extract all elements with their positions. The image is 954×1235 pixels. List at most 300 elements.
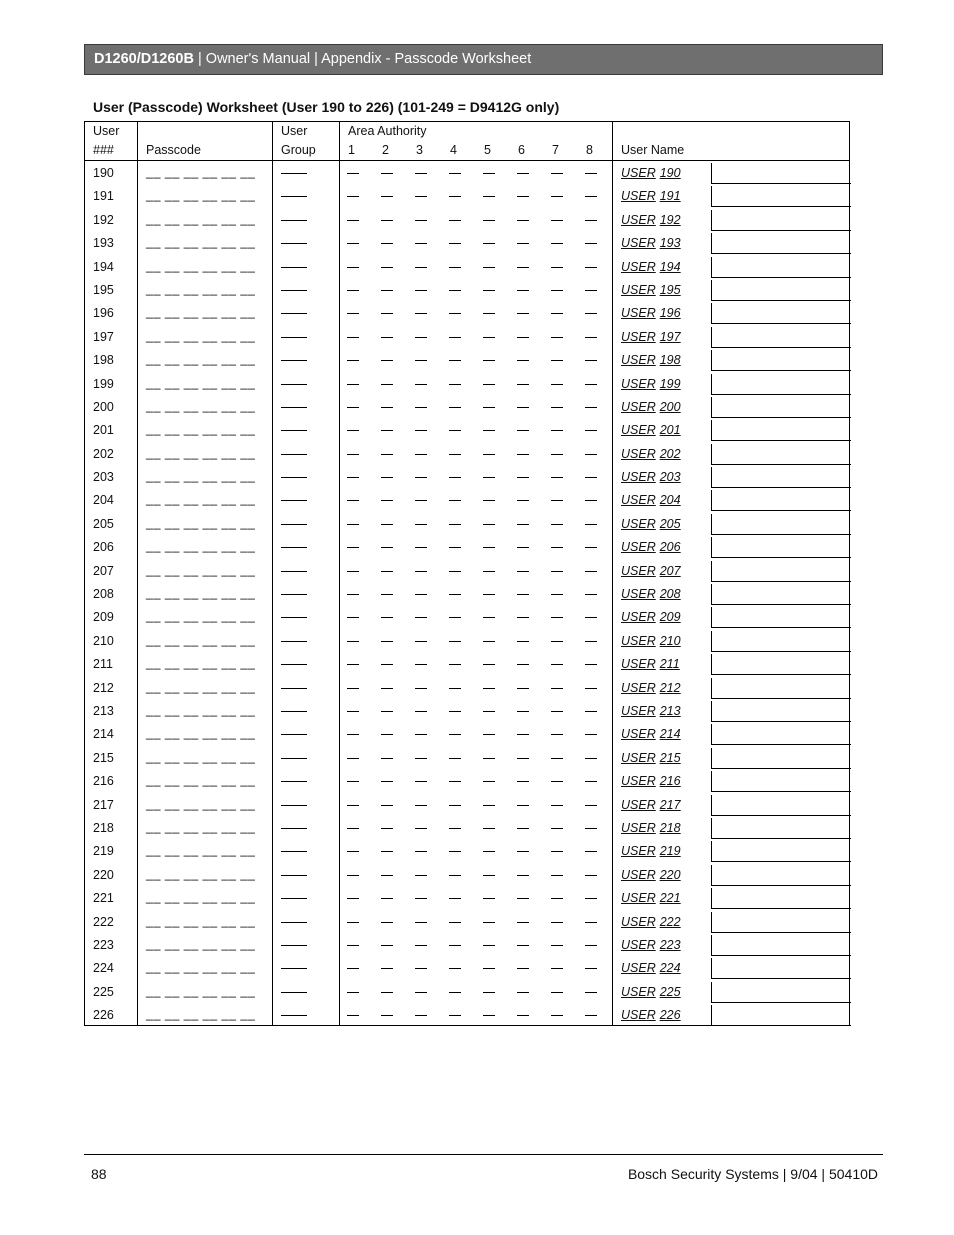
area-authority-blank-7[interactable] bbox=[551, 664, 563, 665]
area-authority-blank-7[interactable] bbox=[551, 290, 563, 291]
user-group-blank[interactable] bbox=[281, 267, 307, 268]
area-authority-blank-4[interactable] bbox=[449, 828, 461, 829]
passcode-blank[interactable]: __ __ __ __ __ __ bbox=[146, 819, 256, 834]
area-authority-blank-8[interactable] bbox=[585, 594, 597, 595]
area-authority-blank-3[interactable] bbox=[415, 688, 427, 689]
area-authority-blank-8[interactable] bbox=[585, 945, 597, 946]
user-name-field[interactable] bbox=[711, 912, 851, 933]
user-name-field[interactable] bbox=[711, 607, 851, 628]
area-authority-blank-8[interactable] bbox=[585, 477, 597, 478]
area-authority-blank-6[interactable] bbox=[517, 641, 529, 642]
area-authority-blank-5[interactable] bbox=[483, 828, 495, 829]
area-authority-blank-2[interactable] bbox=[381, 243, 393, 244]
area-authority-blank-4[interactable] bbox=[449, 313, 461, 314]
area-authority-blank-4[interactable] bbox=[449, 477, 461, 478]
area-authority-blank-2[interactable] bbox=[381, 477, 393, 478]
area-authority-blank-2[interactable] bbox=[381, 454, 393, 455]
user-group-blank[interactable] bbox=[281, 454, 307, 455]
area-authority-blank-8[interactable] bbox=[585, 851, 597, 852]
area-authority-blank-6[interactable] bbox=[517, 360, 529, 361]
area-authority-blank-2[interactable] bbox=[381, 875, 393, 876]
user-name-field[interactable] bbox=[711, 1005, 851, 1026]
area-authority-blank-4[interactable] bbox=[449, 594, 461, 595]
area-authority-blank-6[interactable] bbox=[517, 922, 529, 923]
area-authority-blank-6[interactable] bbox=[517, 992, 529, 993]
user-group-blank[interactable] bbox=[281, 430, 307, 431]
area-authority-blank-1[interactable] bbox=[347, 337, 359, 338]
user-group-blank[interactable] bbox=[281, 805, 307, 806]
passcode-blank[interactable]: __ __ __ __ __ __ bbox=[146, 656, 256, 671]
user-name-field[interactable] bbox=[711, 327, 851, 348]
area-authority-blank-7[interactable] bbox=[551, 617, 563, 618]
passcode-blank[interactable]: __ __ __ __ __ __ bbox=[146, 422, 256, 437]
user-name-field[interactable] bbox=[711, 701, 851, 722]
area-authority-blank-2[interactable] bbox=[381, 1015, 393, 1016]
area-authority-blank-5[interactable] bbox=[483, 851, 495, 852]
area-authority-blank-6[interactable] bbox=[517, 267, 529, 268]
area-authority-blank-7[interactable] bbox=[551, 196, 563, 197]
area-authority-blank-1[interactable] bbox=[347, 360, 359, 361]
area-authority-blank-7[interactable] bbox=[551, 500, 563, 501]
user-group-blank[interactable] bbox=[281, 407, 307, 408]
area-authority-blank-4[interactable] bbox=[449, 407, 461, 408]
user-group-blank[interactable] bbox=[281, 524, 307, 525]
area-authority-blank-2[interactable] bbox=[381, 337, 393, 338]
area-authority-blank-8[interactable] bbox=[585, 734, 597, 735]
area-authority-blank-3[interactable] bbox=[415, 781, 427, 782]
area-authority-blank-5[interactable] bbox=[483, 758, 495, 759]
area-authority-blank-5[interactable] bbox=[483, 290, 495, 291]
area-authority-blank-3[interactable] bbox=[415, 617, 427, 618]
user-group-blank[interactable] bbox=[281, 664, 307, 665]
user-group-blank[interactable] bbox=[281, 828, 307, 829]
area-authority-blank-6[interactable] bbox=[517, 243, 529, 244]
area-authority-blank-4[interactable] bbox=[449, 1015, 461, 1016]
area-authority-blank-6[interactable] bbox=[517, 337, 529, 338]
area-authority-blank-5[interactable] bbox=[483, 875, 495, 876]
area-authority-blank-7[interactable] bbox=[551, 547, 563, 548]
area-authority-blank-5[interactable] bbox=[483, 711, 495, 712]
area-authority-blank-2[interactable] bbox=[381, 781, 393, 782]
area-authority-blank-5[interactable] bbox=[483, 594, 495, 595]
area-authority-blank-1[interactable] bbox=[347, 1015, 359, 1016]
area-authority-blank-1[interactable] bbox=[347, 664, 359, 665]
area-authority-blank-6[interactable] bbox=[517, 664, 529, 665]
area-authority-blank-1[interactable] bbox=[347, 290, 359, 291]
area-authority-blank-2[interactable] bbox=[381, 805, 393, 806]
user-group-blank[interactable] bbox=[281, 922, 307, 923]
area-authority-blank-8[interactable] bbox=[585, 758, 597, 759]
user-group-blank[interactable] bbox=[281, 500, 307, 501]
area-authority-blank-4[interactable] bbox=[449, 734, 461, 735]
user-name-field[interactable] bbox=[711, 654, 851, 675]
area-authority-blank-1[interactable] bbox=[347, 430, 359, 431]
area-authority-blank-8[interactable] bbox=[585, 547, 597, 548]
area-authority-blank-6[interactable] bbox=[517, 290, 529, 291]
user-name-field[interactable] bbox=[711, 818, 851, 839]
passcode-blank[interactable]: __ __ __ __ __ __ bbox=[146, 352, 256, 367]
area-authority-blank-2[interactable] bbox=[381, 267, 393, 268]
area-authority-blank-4[interactable] bbox=[449, 454, 461, 455]
area-authority-blank-1[interactable] bbox=[347, 454, 359, 455]
user-group-blank[interactable] bbox=[281, 220, 307, 221]
passcode-blank[interactable]: __ __ __ __ __ __ bbox=[146, 469, 256, 484]
user-group-blank[interactable] bbox=[281, 243, 307, 244]
area-authority-blank-5[interactable] bbox=[483, 243, 495, 244]
area-authority-blank-5[interactable] bbox=[483, 313, 495, 314]
area-authority-blank-6[interactable] bbox=[517, 945, 529, 946]
area-authority-blank-5[interactable] bbox=[483, 360, 495, 361]
user-group-blank[interactable] bbox=[281, 290, 307, 291]
passcode-blank[interactable]: __ __ __ __ __ __ bbox=[146, 796, 256, 811]
area-authority-blank-4[interactable] bbox=[449, 688, 461, 689]
area-authority-blank-2[interactable] bbox=[381, 407, 393, 408]
area-authority-blank-7[interactable] bbox=[551, 360, 563, 361]
area-authority-blank-3[interactable] bbox=[415, 360, 427, 361]
area-authority-blank-4[interactable] bbox=[449, 664, 461, 665]
user-name-field[interactable] bbox=[711, 444, 851, 465]
user-group-blank[interactable] bbox=[281, 1015, 307, 1016]
area-authority-blank-3[interactable] bbox=[415, 500, 427, 501]
area-authority-blank-3[interactable] bbox=[415, 407, 427, 408]
area-authority-blank-8[interactable] bbox=[585, 454, 597, 455]
passcode-blank[interactable]: __ __ __ __ __ __ bbox=[146, 843, 256, 858]
area-authority-blank-8[interactable] bbox=[585, 524, 597, 525]
user-name-field[interactable] bbox=[711, 748, 851, 769]
area-authority-blank-8[interactable] bbox=[585, 290, 597, 291]
area-authority-blank-7[interactable] bbox=[551, 243, 563, 244]
area-authority-blank-5[interactable] bbox=[483, 196, 495, 197]
user-name-field[interactable] bbox=[711, 163, 851, 184]
passcode-blank[interactable]: __ __ __ __ __ __ bbox=[146, 211, 256, 226]
area-authority-blank-6[interactable] bbox=[517, 407, 529, 408]
passcode-blank[interactable]: __ __ __ __ __ __ bbox=[146, 562, 256, 577]
user-group-blank[interactable] bbox=[281, 711, 307, 712]
area-authority-blank-7[interactable] bbox=[551, 781, 563, 782]
area-authority-blank-8[interactable] bbox=[585, 968, 597, 969]
area-authority-blank-5[interactable] bbox=[483, 477, 495, 478]
area-authority-blank-6[interactable] bbox=[517, 1015, 529, 1016]
user-name-field[interactable] bbox=[711, 958, 851, 979]
passcode-blank[interactable]: __ __ __ __ __ __ bbox=[146, 866, 256, 881]
area-authority-blank-2[interactable] bbox=[381, 945, 393, 946]
area-authority-blank-8[interactable] bbox=[585, 664, 597, 665]
area-authority-blank-5[interactable] bbox=[483, 407, 495, 408]
area-authority-blank-1[interactable] bbox=[347, 571, 359, 572]
user-name-field[interactable] bbox=[711, 584, 851, 605]
area-authority-blank-2[interactable] bbox=[381, 173, 393, 174]
area-authority-blank-6[interactable] bbox=[517, 617, 529, 618]
user-group-blank[interactable] bbox=[281, 196, 307, 197]
area-authority-blank-6[interactable] bbox=[517, 313, 529, 314]
passcode-blank[interactable]: __ __ __ __ __ __ bbox=[146, 305, 256, 320]
area-authority-blank-1[interactable] bbox=[347, 711, 359, 712]
area-authority-blank-1[interactable] bbox=[347, 875, 359, 876]
user-name-field[interactable] bbox=[711, 350, 851, 371]
area-authority-blank-1[interactable] bbox=[347, 313, 359, 314]
area-authority-blank-3[interactable] bbox=[415, 220, 427, 221]
area-authority-blank-8[interactable] bbox=[585, 828, 597, 829]
area-authority-blank-7[interactable] bbox=[551, 641, 563, 642]
area-authority-blank-7[interactable] bbox=[551, 922, 563, 923]
area-authority-blank-7[interactable] bbox=[551, 828, 563, 829]
passcode-blank[interactable]: __ __ __ __ __ __ bbox=[146, 609, 256, 624]
area-authority-blank-2[interactable] bbox=[381, 384, 393, 385]
area-authority-blank-3[interactable] bbox=[415, 1015, 427, 1016]
area-authority-blank-5[interactable] bbox=[483, 524, 495, 525]
passcode-blank[interactable]: __ __ __ __ __ __ bbox=[146, 328, 256, 343]
area-authority-blank-6[interactable] bbox=[517, 898, 529, 899]
area-authority-blank-8[interactable] bbox=[585, 407, 597, 408]
area-authority-blank-4[interactable] bbox=[449, 922, 461, 923]
passcode-blank[interactable]: __ __ __ __ __ __ bbox=[146, 188, 256, 203]
area-authority-blank-6[interactable] bbox=[517, 477, 529, 478]
user-group-blank[interactable] bbox=[281, 945, 307, 946]
user-group-blank[interactable] bbox=[281, 571, 307, 572]
user-group-blank[interactable] bbox=[281, 477, 307, 478]
area-authority-blank-7[interactable] bbox=[551, 758, 563, 759]
user-group-blank[interactable] bbox=[281, 781, 307, 782]
user-group-blank[interactable] bbox=[281, 875, 307, 876]
area-authority-blank-3[interactable] bbox=[415, 384, 427, 385]
area-authority-blank-4[interactable] bbox=[449, 875, 461, 876]
area-authority-blank-3[interactable] bbox=[415, 992, 427, 993]
area-authority-blank-3[interactable] bbox=[415, 243, 427, 244]
user-name-field[interactable] bbox=[711, 467, 851, 488]
user-group-blank[interactable] bbox=[281, 968, 307, 969]
area-authority-blank-6[interactable] bbox=[517, 828, 529, 829]
user-name-field[interactable] bbox=[711, 888, 851, 909]
user-name-field[interactable] bbox=[711, 397, 851, 418]
area-authority-blank-3[interactable] bbox=[415, 337, 427, 338]
passcode-blank[interactable]: __ __ __ __ __ __ bbox=[146, 1007, 256, 1022]
area-authority-blank-6[interactable] bbox=[517, 500, 529, 501]
user-group-blank[interactable] bbox=[281, 992, 307, 993]
user-group-blank[interactable] bbox=[281, 734, 307, 735]
area-authority-blank-7[interactable] bbox=[551, 1015, 563, 1016]
user-group-blank[interactable] bbox=[281, 617, 307, 618]
area-authority-blank-3[interactable] bbox=[415, 196, 427, 197]
area-authority-blank-3[interactable] bbox=[415, 805, 427, 806]
area-authority-blank-6[interactable] bbox=[517, 430, 529, 431]
area-authority-blank-6[interactable] bbox=[517, 524, 529, 525]
passcode-blank[interactable]: __ __ __ __ __ __ bbox=[146, 936, 256, 951]
user-group-blank[interactable] bbox=[281, 641, 307, 642]
area-authority-blank-1[interactable] bbox=[347, 828, 359, 829]
area-authority-blank-4[interactable] bbox=[449, 711, 461, 712]
passcode-blank[interactable]: __ __ __ __ __ __ bbox=[146, 726, 256, 741]
area-authority-blank-4[interactable] bbox=[449, 945, 461, 946]
area-authority-blank-8[interactable] bbox=[585, 875, 597, 876]
user-group-blank[interactable] bbox=[281, 898, 307, 899]
user-name-field[interactable] bbox=[711, 257, 851, 278]
user-group-blank[interactable] bbox=[281, 851, 307, 852]
area-authority-blank-3[interactable] bbox=[415, 430, 427, 431]
passcode-blank[interactable]: __ __ __ __ __ __ bbox=[146, 258, 256, 273]
area-authority-blank-8[interactable] bbox=[585, 781, 597, 782]
area-authority-blank-3[interactable] bbox=[415, 734, 427, 735]
area-authority-blank-1[interactable] bbox=[347, 547, 359, 548]
area-authority-blank-8[interactable] bbox=[585, 641, 597, 642]
area-authority-blank-5[interactable] bbox=[483, 968, 495, 969]
passcode-blank[interactable]: __ __ __ __ __ __ bbox=[146, 983, 256, 998]
area-authority-blank-8[interactable] bbox=[585, 617, 597, 618]
user-name-field[interactable] bbox=[711, 280, 851, 301]
passcode-blank[interactable]: __ __ __ __ __ __ bbox=[146, 679, 256, 694]
area-authority-blank-4[interactable] bbox=[449, 384, 461, 385]
area-authority-blank-3[interactable] bbox=[415, 267, 427, 268]
area-authority-blank-5[interactable] bbox=[483, 922, 495, 923]
area-authority-blank-4[interactable] bbox=[449, 781, 461, 782]
user-group-blank[interactable] bbox=[281, 360, 307, 361]
area-authority-blank-3[interactable] bbox=[415, 945, 427, 946]
area-authority-blank-5[interactable] bbox=[483, 688, 495, 689]
area-authority-blank-4[interactable] bbox=[449, 968, 461, 969]
area-authority-blank-1[interactable] bbox=[347, 641, 359, 642]
area-authority-blank-7[interactable] bbox=[551, 851, 563, 852]
area-authority-blank-6[interactable] bbox=[517, 547, 529, 548]
passcode-blank[interactable]: __ __ __ __ __ __ bbox=[146, 890, 256, 905]
area-authority-blank-8[interactable] bbox=[585, 571, 597, 572]
area-authority-blank-5[interactable] bbox=[483, 945, 495, 946]
area-authority-blank-6[interactable] bbox=[517, 734, 529, 735]
area-authority-blank-7[interactable] bbox=[551, 384, 563, 385]
area-authority-blank-4[interactable] bbox=[449, 430, 461, 431]
area-authority-blank-1[interactable] bbox=[347, 243, 359, 244]
area-authority-blank-5[interactable] bbox=[483, 337, 495, 338]
area-authority-blank-8[interactable] bbox=[585, 711, 597, 712]
user-name-field[interactable] bbox=[711, 420, 851, 441]
user-name-field[interactable] bbox=[711, 514, 851, 535]
area-authority-blank-3[interactable] bbox=[415, 875, 427, 876]
passcode-blank[interactable]: __ __ __ __ __ __ bbox=[146, 960, 256, 975]
user-name-field[interactable] bbox=[711, 186, 851, 207]
area-authority-blank-5[interactable] bbox=[483, 384, 495, 385]
area-authority-blank-3[interactable] bbox=[415, 313, 427, 314]
area-authority-blank-8[interactable] bbox=[585, 267, 597, 268]
area-authority-blank-1[interactable] bbox=[347, 922, 359, 923]
area-authority-blank-5[interactable] bbox=[483, 641, 495, 642]
passcode-blank[interactable]: __ __ __ __ __ __ bbox=[146, 539, 256, 554]
area-authority-blank-7[interactable] bbox=[551, 734, 563, 735]
area-authority-blank-6[interactable] bbox=[517, 594, 529, 595]
area-authority-blank-7[interactable] bbox=[551, 220, 563, 221]
area-authority-blank-3[interactable] bbox=[415, 547, 427, 548]
area-authority-blank-7[interactable] bbox=[551, 267, 563, 268]
area-authority-blank-6[interactable] bbox=[517, 571, 529, 572]
area-authority-blank-1[interactable] bbox=[347, 477, 359, 478]
area-authority-blank-5[interactable] bbox=[483, 430, 495, 431]
area-authority-blank-4[interactable] bbox=[449, 267, 461, 268]
area-authority-blank-8[interactable] bbox=[585, 430, 597, 431]
area-authority-blank-8[interactable] bbox=[585, 688, 597, 689]
area-authority-blank-6[interactable] bbox=[517, 196, 529, 197]
passcode-blank[interactable]: __ __ __ __ __ __ bbox=[146, 492, 256, 507]
area-authority-blank-5[interactable] bbox=[483, 1015, 495, 1016]
area-authority-blank-4[interactable] bbox=[449, 547, 461, 548]
area-authority-blank-2[interactable] bbox=[381, 711, 393, 712]
area-authority-blank-1[interactable] bbox=[347, 781, 359, 782]
area-authority-blank-4[interactable] bbox=[449, 805, 461, 806]
user-name-field[interactable] bbox=[711, 490, 851, 511]
area-authority-blank-7[interactable] bbox=[551, 688, 563, 689]
area-authority-blank-3[interactable] bbox=[415, 173, 427, 174]
area-authority-blank-1[interactable] bbox=[347, 384, 359, 385]
area-authority-blank-2[interactable] bbox=[381, 313, 393, 314]
area-authority-blank-2[interactable] bbox=[381, 571, 393, 572]
area-authority-blank-4[interactable] bbox=[449, 851, 461, 852]
passcode-blank[interactable]: __ __ __ __ __ __ bbox=[146, 773, 256, 788]
area-authority-blank-1[interactable] bbox=[347, 524, 359, 525]
area-authority-blank-3[interactable] bbox=[415, 594, 427, 595]
area-authority-blank-5[interactable] bbox=[483, 500, 495, 501]
area-authority-blank-6[interactable] bbox=[517, 805, 529, 806]
area-authority-blank-5[interactable] bbox=[483, 617, 495, 618]
area-authority-blank-6[interactable] bbox=[517, 968, 529, 969]
area-authority-blank-2[interactable] bbox=[381, 220, 393, 221]
area-authority-blank-7[interactable] bbox=[551, 337, 563, 338]
passcode-blank[interactable]: __ __ __ __ __ __ bbox=[146, 398, 256, 413]
area-authority-blank-4[interactable] bbox=[449, 196, 461, 197]
area-authority-blank-1[interactable] bbox=[347, 688, 359, 689]
area-authority-blank-2[interactable] bbox=[381, 992, 393, 993]
user-name-field[interactable] bbox=[711, 537, 851, 558]
area-authority-blank-2[interactable] bbox=[381, 688, 393, 689]
area-authority-blank-8[interactable] bbox=[585, 922, 597, 923]
area-authority-blank-7[interactable] bbox=[551, 875, 563, 876]
area-authority-blank-5[interactable] bbox=[483, 173, 495, 174]
area-authority-blank-3[interactable] bbox=[415, 477, 427, 478]
area-authority-blank-3[interactable] bbox=[415, 664, 427, 665]
area-authority-blank-5[interactable] bbox=[483, 898, 495, 899]
area-authority-blank-7[interactable] bbox=[551, 173, 563, 174]
area-authority-blank-5[interactable] bbox=[483, 992, 495, 993]
area-authority-blank-2[interactable] bbox=[381, 968, 393, 969]
area-authority-blank-8[interactable] bbox=[585, 805, 597, 806]
user-name-field[interactable] bbox=[711, 935, 851, 956]
area-authority-blank-2[interactable] bbox=[381, 898, 393, 899]
area-authority-blank-4[interactable] bbox=[449, 243, 461, 244]
user-group-blank[interactable] bbox=[281, 337, 307, 338]
user-name-field[interactable] bbox=[711, 982, 851, 1003]
area-authority-blank-7[interactable] bbox=[551, 454, 563, 455]
area-authority-blank-4[interactable] bbox=[449, 992, 461, 993]
area-authority-blank-8[interactable] bbox=[585, 243, 597, 244]
user-group-blank[interactable] bbox=[281, 384, 307, 385]
passcode-blank[interactable]: __ __ __ __ __ __ bbox=[146, 375, 256, 390]
area-authority-blank-2[interactable] bbox=[381, 360, 393, 361]
user-name-field[interactable] bbox=[711, 865, 851, 886]
area-authority-blank-3[interactable] bbox=[415, 968, 427, 969]
user-name-field[interactable] bbox=[711, 795, 851, 816]
area-authority-blank-7[interactable] bbox=[551, 430, 563, 431]
area-authority-blank-1[interactable] bbox=[347, 617, 359, 618]
area-authority-blank-8[interactable] bbox=[585, 196, 597, 197]
area-authority-blank-4[interactable] bbox=[449, 220, 461, 221]
area-authority-blank-1[interactable] bbox=[347, 173, 359, 174]
user-group-blank[interactable] bbox=[281, 173, 307, 174]
area-authority-blank-1[interactable] bbox=[347, 945, 359, 946]
area-authority-blank-2[interactable] bbox=[381, 500, 393, 501]
area-authority-blank-2[interactable] bbox=[381, 430, 393, 431]
area-authority-blank-4[interactable] bbox=[449, 360, 461, 361]
area-authority-blank-3[interactable] bbox=[415, 922, 427, 923]
passcode-blank[interactable]: __ __ __ __ __ __ bbox=[146, 281, 256, 296]
area-authority-blank-6[interactable] bbox=[517, 384, 529, 385]
user-name-field[interactable] bbox=[711, 841, 851, 862]
area-authority-blank-4[interactable] bbox=[449, 173, 461, 174]
area-authority-blank-3[interactable] bbox=[415, 898, 427, 899]
